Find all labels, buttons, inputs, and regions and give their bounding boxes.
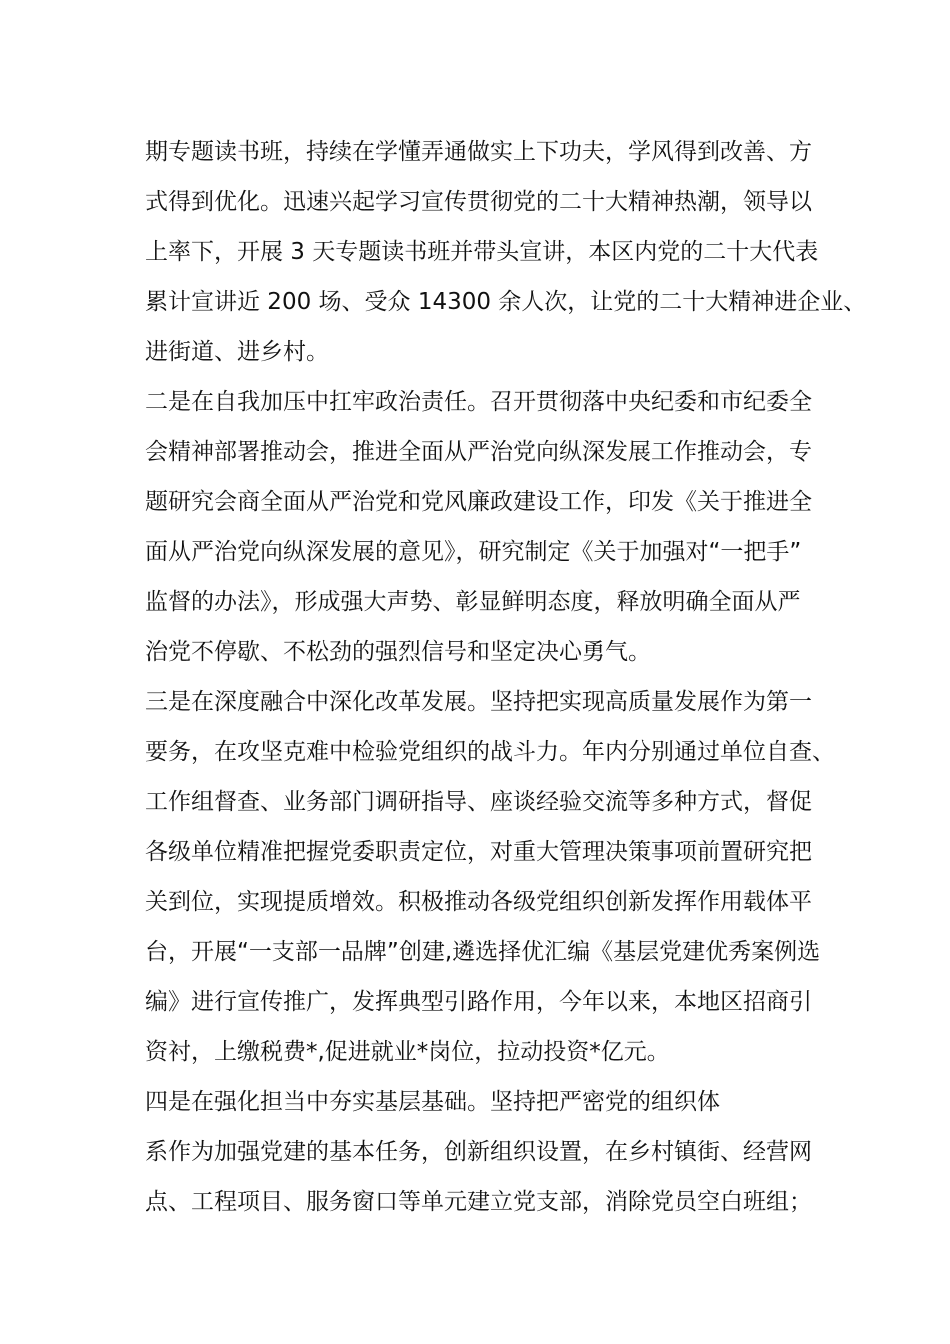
text-line: 各级单位精准把握党委职责定位，对重大管理决策事项前置研究把: [145, 839, 812, 865]
text-line: 进街道、进乡村。: [145, 339, 329, 365]
text-line: 监督的办法》，形成强大声势、彰显鲜明态度，释放明确全面从严: [145, 589, 801, 615]
text-line: 台，开展“一支部一品牌”创建,遴选择优汇编《基层党建优秀案例选: [145, 939, 821, 965]
text-line: 累计宣讲近 200 场、受众 14300 余人次，让党的二十大精神进企业、: [145, 289, 867, 315]
text-line: 资衬，上缴税费*,促进就业*岗位，拉动投资*亿元。: [145, 1039, 670, 1065]
text-line: 工作组督查、业务部门调研指导、座谈经验交流等多种方式，督促: [145, 789, 812, 815]
text-line: 期专题读书班，持续在学懂弄通做实上下功夫，学风得到改善、方: [145, 139, 812, 165]
text-line: 面从严治党向纵深发展的意见》，研究制定《关于加强对“一把手”: [145, 539, 802, 565]
text-line: 关到位，实现提质增效。积极推动各级党组织创新发挥作用载体平: [145, 889, 812, 915]
paragraph-3-heading-line: 三是在深度融合中深化改革发展。坚持把实现高质量发展作为第一: [145, 689, 812, 715]
text-line: 系作为加强党建的基本任务，创新组织设置，在乡村镇街、经营网: [145, 1139, 812, 1165]
text-line: 上率下，开展 3 天专题读书班并带头宣讲，本区内党的二十大代表: [145, 239, 819, 265]
paragraph-2-heading-line: 二是在自我加压中扛牢政治责任。召开贯彻落中央纪委和市纪委全: [145, 389, 812, 415]
text-line: 要务，在攻坚克难中检验党组织的战斗力。年内分别通过单位自查、: [145, 739, 835, 765]
text-line: 会精神部署推动会，推进全面从严治党向纵深发展工作推动会，专: [145, 439, 812, 465]
text-line: 治党不停歇、不松劲的强烈信号和坚定决心勇气。: [145, 639, 651, 665]
body-text: [145, 127, 867, 1227]
text-line: 编》进行宣传推广，发挥典型引路作用，今年以来，本地区招商引: [145, 989, 812, 1015]
text-line: 点、工程项目、服务窗口等单元建立党支部，消除党员空白班组；: [145, 1189, 812, 1215]
text-line: 式得到优化。迅速兴起学习宣传贯彻党的二十大精神热潮，领导以: [145, 189, 812, 215]
paragraph-4-heading-line: 四是在强化担当中夯实基层基础。坚持把严密党的组织体: [145, 1089, 720, 1115]
text-line: 题研究会商全面从严治党和党风廉政建设工作，印发《关于推进全: [145, 489, 812, 515]
